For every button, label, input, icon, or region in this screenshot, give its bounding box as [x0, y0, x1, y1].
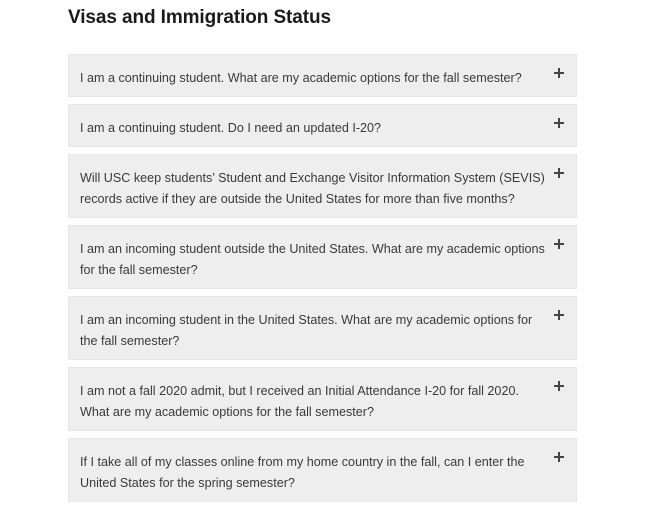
faq-item-6[interactable] — [68, 367, 577, 431]
faq-item-5[interactable] — [68, 296, 577, 360]
plus-icon[interactable] — [554, 67, 566, 79]
plus-icon[interactable] — [554, 451, 566, 463]
faq-question: Will USC keep students’ Student and Exchange Visitor Information System (SEVIS) records active if they are outside the United States for more than five months? — [80, 171, 545, 206]
faq-item-1[interactable] — [68, 54, 577, 97]
faq-question: I am an incoming student outside the United States. What are my academic options for the fall semester? — [80, 242, 545, 277]
plus-icon[interactable] — [554, 117, 566, 129]
faq-item-2[interactable] — [68, 104, 577, 147]
plus-icon[interactable] — [554, 380, 566, 392]
faq-item-4[interactable] — [68, 225, 577, 289]
faq-accordion — [68, 54, 577, 502]
plus-icon[interactable] — [554, 167, 566, 179]
plus-icon[interactable] — [554, 309, 566, 321]
section-title: Visas and Immigration Status — [68, 7, 331, 28]
plus-icon[interactable] — [554, 238, 566, 250]
faq-question: I am an incoming student in the United States. What are my academic options for the fall semester? — [80, 313, 533, 348]
faq-item-3[interactable] — [68, 154, 577, 218]
faq-question: I am not a fall 2020 admit, but I received an Initial Attendance I-20 for fall 2020. What are my academic options for the fall semester? — [80, 384, 519, 419]
visas-immigration-section — [68, 0, 577, 509]
faq-question: I am a continuing student. Do I need an updated I-20? — [80, 121, 382, 135]
faq-question: If I take all of my classes online from my home country in the fall, can I enter the United States for the spring semester? — [80, 455, 525, 490]
faq-item-7[interactable] — [68, 438, 577, 502]
faq-question: I am a continuing student. What are my academic options for the fall semester? — [80, 71, 522, 85]
